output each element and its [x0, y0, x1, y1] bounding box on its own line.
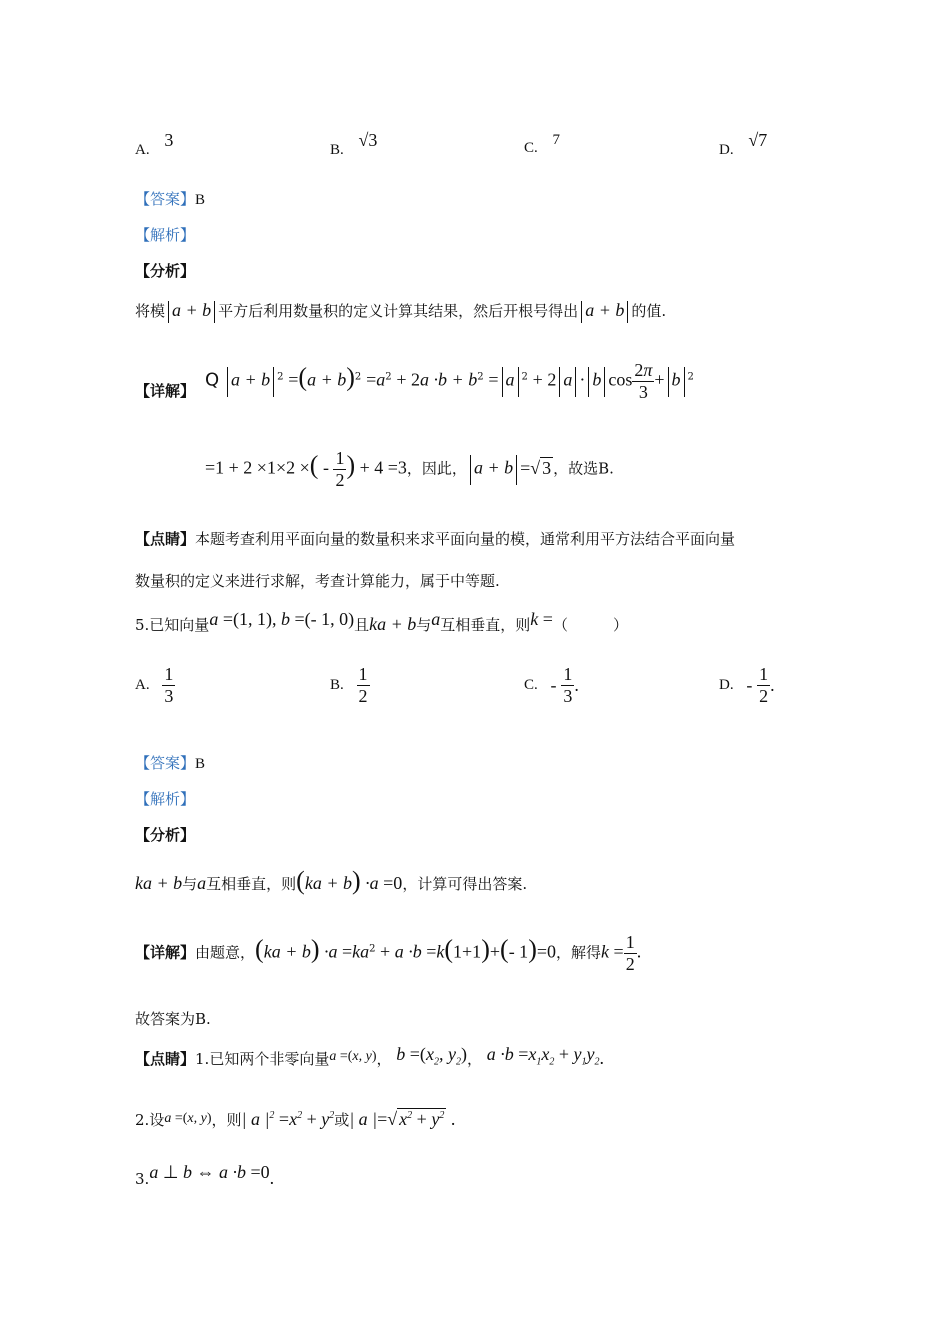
period: . — [446, 1109, 456, 1129]
option-value: √7 — [748, 130, 768, 150]
paren: ) — [346, 450, 356, 480]
fraction: $\frac{1}{2}$ — [625, 932, 635, 974]
answer-tag: 【答案】 — [135, 190, 196, 208]
exponent: 2 — [687, 371, 694, 383]
q4-option-b — [330, 130, 378, 159]
exponent: 2 — [477, 371, 484, 383]
dianjing-tag: 【点睛】 — [135, 1050, 196, 1068]
q4-fenxi-tag: 【分析】 — [135, 262, 196, 280]
q4-detail-formula-1 — [205, 360, 694, 403]
math-expr: a — [431, 609, 441, 629]
answer-value: B — [195, 756, 206, 772]
math-expr: a + b — [230, 369, 271, 390]
option-letter: C. — [524, 140, 538, 156]
stem-text: 互相垂直，则 — [440, 616, 531, 634]
abs-bar — [518, 367, 519, 397]
fraction — [357, 664, 370, 707]
math-expr: =√ 3 — [520, 457, 552, 478]
math-expr: a + b — [473, 457, 514, 478]
abs-bar — [588, 367, 589, 397]
paren: ) — [351, 866, 361, 895]
fraction-num: 1 — [358, 664, 368, 684]
period: . — [636, 941, 642, 962]
option-letter: A. — [135, 142, 150, 158]
abs-bar — [273, 367, 274, 397]
fenxi-text: 平方后利用数量积的定义计算其结果，然后开根号得出 — [218, 302, 579, 320]
math-expr: = — [488, 369, 499, 390]
option-letter: D. — [719, 142, 734, 158]
q5-option-d — [719, 664, 775, 707]
period: . — [269, 1168, 275, 1188]
math-expr: a — [505, 369, 515, 390]
math-expr: - 1 — [508, 941, 529, 962]
paren: ( — [444, 934, 454, 964]
math-expr: + — [489, 941, 501, 962]
math-expr: ka + b — [263, 941, 311, 962]
fraction-den: 2 — [759, 686, 769, 706]
paren: ) — [310, 934, 320, 964]
abs-bar — [168, 301, 169, 323]
fraction — [561, 664, 574, 707]
q5-detail-line — [135, 932, 641, 975]
dianjing-tag: 【点睛】 — [135, 530, 196, 548]
dianjing-text: 或 — [334, 1111, 350, 1129]
option-letter: C. — [524, 677, 538, 693]
because-symbol: Q — [205, 369, 220, 391]
fenxi-text: ，计算可得出答案. — [402, 875, 528, 893]
q4-dianjing-line-2: 数量积的定义来进行求解，考查计算能力，属于中等题. — [135, 572, 500, 590]
q4-dianjing-line-1 — [135, 528, 735, 549]
math-expr: a + b — [172, 300, 212, 320]
q5-dianjing-line-1: 【点睛】1.已知两个非零向量a =(x, y)， $b =(x_2$, $y_2$)， $a \cdot b =x_1x_2 + y_1y_2$. — [135, 1044, 605, 1068]
q4-answer-line — [135, 188, 205, 209]
math-expr: =1 + 2 ×1×2 × — [205, 457, 310, 478]
exponent: 2 — [277, 371, 284, 383]
abs-bar — [470, 455, 471, 485]
math-expr: a =(x, y) — [329, 1049, 377, 1064]
option-value: √3 — [358, 130, 378, 150]
math-expr: + 4 =3 — [355, 457, 407, 478]
math-expr: = — [288, 369, 299, 390]
math-expr: a =(x, y) — [164, 1111, 212, 1126]
abs-bar — [668, 367, 669, 397]
abs-bar — [502, 367, 503, 397]
q5-option-a — [135, 664, 175, 707]
exponent: 2 — [354, 371, 362, 383]
fraction-num: 1 — [563, 664, 573, 684]
q4-option-c — [524, 132, 561, 157]
fraction-den: 2 — [358, 686, 368, 706]
math-expr: + a ·b =k — [380, 941, 445, 962]
q5-stem — [135, 609, 628, 635]
math-expr: | a |=√ $x^2 + y^2$ — [349, 1109, 445, 1129]
abs-bar — [227, 367, 228, 397]
math-expr: 1+1 — [453, 941, 482, 962]
q4-fenxi-line — [135, 300, 666, 323]
math-expr: ·a =ka — [319, 941, 370, 962]
dianjing-text: 1.已知两个非零向量 — [195, 1050, 330, 1068]
math-expr: $b =(x_2$, $y_2$) — [396, 1044, 467, 1068]
detail-text: ，因此， — [406, 459, 467, 478]
detail-text: 由题意， — [195, 943, 256, 962]
q5-answer-line — [135, 752, 205, 773]
math-expr: b — [671, 369, 681, 390]
math-expr: a — [563, 369, 573, 390]
q5-fenxi-line — [135, 866, 527, 896]
fraction-num: 1 — [759, 664, 769, 684]
dianjing-text: 本题考查利用平面向量的数量积来求平面向量的模，通常利用平方法结合平面向量 — [195, 530, 736, 548]
q4-detail-tag: 【详解】 — [135, 382, 196, 400]
fenxi-text: 的值. — [631, 302, 667, 320]
math-expr: ·a =0 — [360, 873, 403, 893]
math-expr: ka + b — [304, 873, 352, 893]
abs-bar — [627, 301, 628, 323]
paren: ) — [481, 934, 490, 964]
abs-bar — [581, 301, 582, 323]
math-expr: a — [197, 873, 207, 893]
abs-bar — [516, 455, 517, 485]
option-value: 7 — [552, 132, 561, 148]
fenxi-text: 互相垂直，则 — [206, 875, 297, 893]
dianjing-text: ，则 — [211, 1111, 242, 1129]
math-expr: cos — [608, 369, 633, 390]
dianjing-text: 3. — [135, 1170, 150, 1188]
period: . — [574, 675, 579, 695]
fenxi-text: 与 — [182, 875, 198, 893]
paren: ( — [296, 866, 305, 895]
exponent: 2 — [521, 371, 528, 383]
option-sign: - — [746, 675, 753, 695]
option-letter: A. — [135, 677, 150, 693]
q5-dianjing-line-2 — [135, 1108, 455, 1130]
option-letter: D. — [719, 677, 734, 693]
stem-text: 5.已知向量 — [135, 616, 210, 634]
option-sign: - — [550, 675, 557, 695]
detail-text: ，故选B. — [553, 459, 614, 478]
math-expr: + — [654, 369, 665, 390]
q5-conclusion: 故答案为B. — [135, 1010, 211, 1028]
detail-tag: 【详解】 — [135, 943, 196, 962]
paren: ( — [255, 934, 264, 964]
math-expr: ka + b — [135, 873, 183, 893]
detail-text: ，解得 — [556, 943, 602, 962]
math-expr: a + b — [585, 300, 625, 320]
math-expr: a — [376, 369, 386, 390]
answer-value: B — [195, 192, 206, 208]
q4-analysis-tag: 【解析】 — [135, 226, 196, 244]
option-value: 3 — [164, 130, 174, 150]
math-expr: · — [579, 369, 586, 390]
math-expr: = — [366, 369, 377, 390]
math-expr: a + b — [307, 369, 347, 390]
fraction — [162, 664, 175, 707]
fenxi-text: 将模 — [135, 302, 166, 320]
dianjing-text: 2.设 — [135, 1111, 165, 1129]
math-expr: | a $|^2 =x^2 + y^2$ — [241, 1109, 335, 1129]
answer-tag: 【答案】 — [135, 754, 196, 772]
abs-bar — [604, 367, 605, 397]
paren: ) — [528, 934, 537, 964]
q4-detail-formula-2 — [205, 448, 614, 491]
option-letter: B. — [330, 142, 344, 158]
math-expr: + 2 — [396, 369, 421, 390]
math-expr: a =(1, 1), b =(- 1, 0) — [209, 609, 355, 629]
math-expr: b — [592, 369, 602, 390]
period: . — [599, 1048, 605, 1068]
math-expr: k = — [601, 941, 624, 962]
q5-fenxi-tag: 【分析】 — [135, 826, 196, 844]
paren: ( — [309, 450, 319, 480]
exponent: 2 — [385, 371, 392, 383]
q5-dianjing-line-3 — [135, 1162, 275, 1189]
math-expr: a ·b + b — [420, 369, 478, 390]
math-expr: + 2 — [532, 369, 557, 390]
stem-text: （ ） — [552, 616, 628, 634]
math-expr: - — [318, 457, 334, 478]
exponent: 2 — [369, 943, 376, 955]
paren: ) — [346, 362, 355, 392]
stem-text: 与 — [416, 616, 432, 634]
period: . — [770, 675, 775, 695]
q4-option-d — [719, 130, 768, 159]
q5-option-b — [330, 664, 370, 707]
math-expr: k = — [530, 609, 553, 629]
math-expr: a ⊥ b ⇔ a ·b =0 — [149, 1162, 270, 1182]
fraction: $\frac{1}{2}$ — [335, 448, 345, 490]
fraction-den: 3 — [563, 686, 573, 706]
paren: ( — [500, 934, 509, 964]
math-expr: =0 — [536, 941, 557, 962]
math-expr: $a \cdot b =x_1x_2 + y_1y_2$ — [486, 1044, 600, 1068]
fraction: $\frac{2\pi}{3}$ — [634, 360, 653, 402]
q5-analysis-tag: 【解析】 — [135, 790, 196, 808]
q4-option-a — [135, 130, 174, 159]
math-expr: ka + b — [369, 614, 417, 634]
q5-option-c — [524, 664, 579, 707]
stem-text: 且 — [354, 616, 370, 634]
fraction-den: 3 — [164, 686, 174, 706]
abs-bar — [559, 367, 560, 397]
abs-bar — [214, 301, 215, 323]
paren: ( — [298, 362, 308, 392]
abs-bar — [684, 367, 685, 397]
fraction-num: 1 — [164, 664, 174, 684]
abs-bar — [575, 367, 576, 397]
fraction — [757, 664, 770, 707]
option-letter: B. — [330, 677, 344, 693]
